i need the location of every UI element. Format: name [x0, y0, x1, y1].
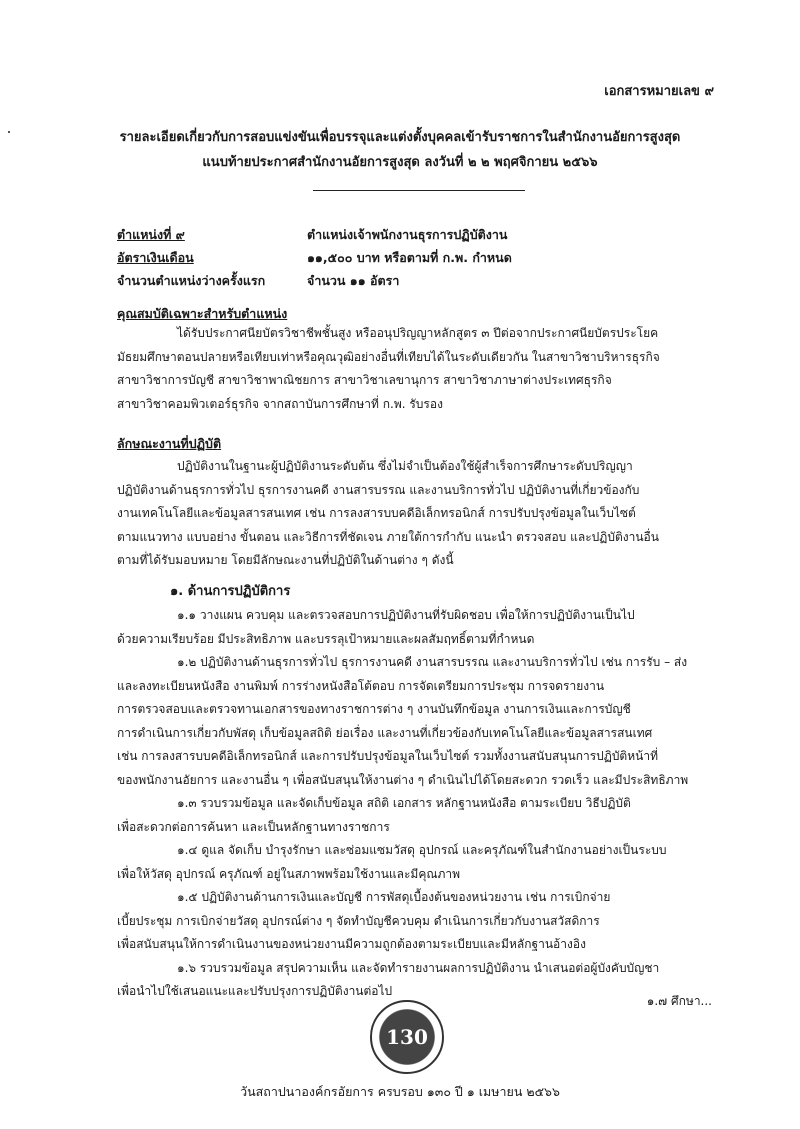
text-line: และลงทะเบียนหนังสือ งานพิมพ์ การร่างหนังสือโต้ตอบ การจัดเตรียมการประชุม การจดรายงาน — [117, 678, 605, 693]
text-line: ของพนักงานอัยการ และงานอื่น ๆ เพื่อสนับสนุนให้งานต่าง ๆ ดำเนินไปได้โดยสะดวก รวดเร็ว และมีประสิทธิภาพ — [117, 772, 689, 787]
position-row — [117, 225, 507, 245]
duty-item-1-4: ๑.๔ ดูแล จัดเก็บ บำรุงรักษา และซ่อมแซมวัสดุ อุปกรณ์ และครุภัณฑ์ในสำนักงานอย่างเป็นระบบ — [177, 843, 667, 857]
title-divider — [313, 190, 525, 191]
position-value: ตำแหน่งเจ้าพนักงานธุรการปฏิบัติงาน — [307, 227, 508, 242]
position-label: ตำแหน่งที่ ๙ — [117, 227, 185, 242]
text-line: เพื่อสะดวกต่อการค้นหา และเป็นหลักฐานทางราชการ — [117, 819, 390, 834]
text-line: เพื่อให้วัสดุ อุปกรณ์ ครุภัณฑ์ อยู่ในสภาพพร้อมใช้งานและมีคุณภาพ — [117, 866, 461, 881]
document-title-line-2: แนบท้ายประกาศสำนักงานอัยการสูงสุด ลงวันที่ ๒ ๒ พฤศจิกายน ๒๕๖๖ — [202, 155, 598, 170]
duty-item-1-5: ๑.๕ ปฏิบัติงานด้านการเงินและบัญชี การพัสดุเบื้องต้นของหน่วยงาน เช่น การเบิกจ่าย — [177, 890, 611, 904]
salary-value: ๑๑,๕๐๐ บาท หรือตามที่ ก.พ. กำหนด — [307, 250, 512, 265]
duty-item-1-2: ๑.๒ ปฏิบัติงานด้านธุรการทั่วไป ธุรการงานคดี งานสารบรรณ และงานบริการทั่วไป เช่น การรับ – ส่ง — [177, 655, 688, 669]
text-line: เช่น การลงสารบบคดีอิเล็กทรอนิกส์ และการปรับปรุงข้อมูลในเว็บไซต์ รวมทั้งงานสนับสนุนการปฏิบัติหน้าที่ — [117, 749, 658, 763]
document-title-line-1: รายละเอียดเกี่ยวกับการสอบแข่งขันเพื่อบรรจุและแต่งตั้งบุคคลเข้ารับราชการในสำนักงานอัยการสูงสุด — [119, 130, 681, 145]
text-line: เบี้ยประชุม การเบิกจ่ายวัสดุ อุปกรณ์ต่าง ๆ จัดทำบัญชีควบคุม ดำเนินการเกี่ยวกับงานสวัสดิการ — [117, 913, 600, 928]
duties-paragraph — [117, 455, 703, 573]
anniversary-logo-icon — [370, 1000, 444, 1074]
duties-heading: ลักษณะงานที่ปฏิบัติ — [117, 436, 222, 451]
text-line: ปฏิบัติงานด้านธุรการทั่วไป ธุรการงานคดี งานสารบรรณ และงานบริการทั่วไป ปฏิบัติงานที่เกี่ยวข้องกับ — [117, 482, 640, 497]
text-line: สาขาวิชาการบัญชี สาขาวิชาพาณิชยการ สาขาวิชาเลขานุการ สาขาวิชาภาษาต่างประเทศธุรกิจ — [117, 373, 612, 387]
duty-items — [117, 604, 703, 1004]
salary-label: อัตราเงินเดือน — [117, 250, 194, 265]
logo-text: 130 — [386, 1025, 428, 1049]
text-line: การตรวจสอบและตรวจทานเอกสารของทางราชการต่าง ๆ งานบันทึกข้อมูล งานการเงินและการบัญชี — [117, 702, 631, 716]
text-line: มัธยมศึกษาตอนปลายหรือเทียบเท่าหรือคุณวุฒิอย่างอื่นที่เทียบได้ในระดับเดียวกัน ในสาขาวิชาบริหารธุรกิจ — [117, 349, 660, 364]
text-line: ตามที่ได้รับมอบหมาย โดยมีลักษณะงานที่ปฏิบัติในด้านต่าง ๆ ดังนี้ — [117, 553, 454, 567]
footer-text: วันสถาปนาองค์กรอัยการ ครบรอบ ๑๓๐ ปี ๑ เมษายน ๒๕๖๖ — [240, 1084, 560, 1099]
continuation-marker: ๑.๗ ศึกษา... — [646, 994, 712, 1008]
section-1-heading: ๑. ด้านการปฏิบัติการ — [170, 584, 291, 599]
text-line: เพื่อสนับสนุนให้การดำเนินงานของหน่วยงานมีความถูกต้องตามระเบียบและมีหลักฐานอ้างอิง — [117, 937, 586, 951]
text-line: ได้รับประกาศนียบัตรวิชาชีพชั้นสูง หรืออนุปริญญาหลักสูตร ๓ ปีต่อจากประกาศนียบัตรประโยค — [177, 326, 659, 340]
vacancy-value: จำนวน ๑๑ อัตรา — [307, 273, 400, 288]
vacancy-label: จำนวนตำแหน่งว่างครั้งแรก — [117, 273, 266, 288]
text-line: ด้วยความเรียบร้อย มีประสิทธิภาพ และบรรลุเป้าหมายและผลสัมฤทธิ์ตามที่กำหนด — [117, 631, 535, 646]
document-number: เอกสารหมายเลข ๙ — [604, 84, 714, 99]
duty-item-1-3: ๑.๓ รวบรวมข้อมูล และจัดเก็บข้อมูล สถิติ เอกสาร หลักฐานหนังสือ ตามระเบียบ วิธีปฏิบัติ — [177, 796, 631, 810]
text-line: สาขาวิชาคอมพิวเตอร์ธุรกิจ จากสถาบันการศึกษาที่ ก.พ. รับรอง — [117, 396, 443, 411]
text-line: งานเทคโนโลยีและข้อมูลสารสนเทศ เช่น การลงสารบบคดีอิเล็กทรอนิกส์ การปรับปรุงข้อมูลในเว็บไซต์ — [117, 506, 636, 520]
vacancy-row — [117, 271, 399, 291]
qualifications-paragraph — [117, 322, 703, 416]
qualifications-heading: คุณสมบัติเฉพาะสำหรับตำแหน่ง — [117, 306, 288, 321]
text-line: เพื่อนำไปใช้เสนอแนะและปรับปรุงการปฏิบัติงานต่อไป — [117, 984, 393, 998]
salary-row — [117, 248, 512, 268]
duty-item-1-6: ๑.๖ รวบรวมข้อมูล สรุปความเห็น และจัดทำรายงานผลการปฏิบัติงาน นำเสนอต่อผู้บังคับบัญชา — [177, 960, 660, 975]
text-line: การดำเนินการเกี่ยวกับพัสดุ เก็บข้อมูลสถิติ ย่อเรื่อง และงานที่เกี่ยวข้องกับเทคโนโลยีและข้อมูลสารสนเทศ — [117, 725, 653, 740]
duty-item-1-1: ๑.๑ วางแผน ควบคุม และตรวจสอบการปฏิบัติงานที่รับผิดชอบ เพื่อให้การปฏิบัติงานเป็นไป — [177, 608, 635, 622]
text-line: ตามแนวทาง แบบอย่าง ขั้นตอน และวิธีการที่ชัดเจน ภายใต้การกำกับ แนะนำ ตรวจสอบ และปฏิบัติงานอื่น — [117, 529, 659, 544]
text-line: ปฏิบัติงานในฐานะผู้ปฏิบัติงานระดับต้น ซึ่งไม่จำเป็นต้องใช้ผู้สำเร็จการศึกษาระดับปริญญา — [177, 459, 633, 473]
